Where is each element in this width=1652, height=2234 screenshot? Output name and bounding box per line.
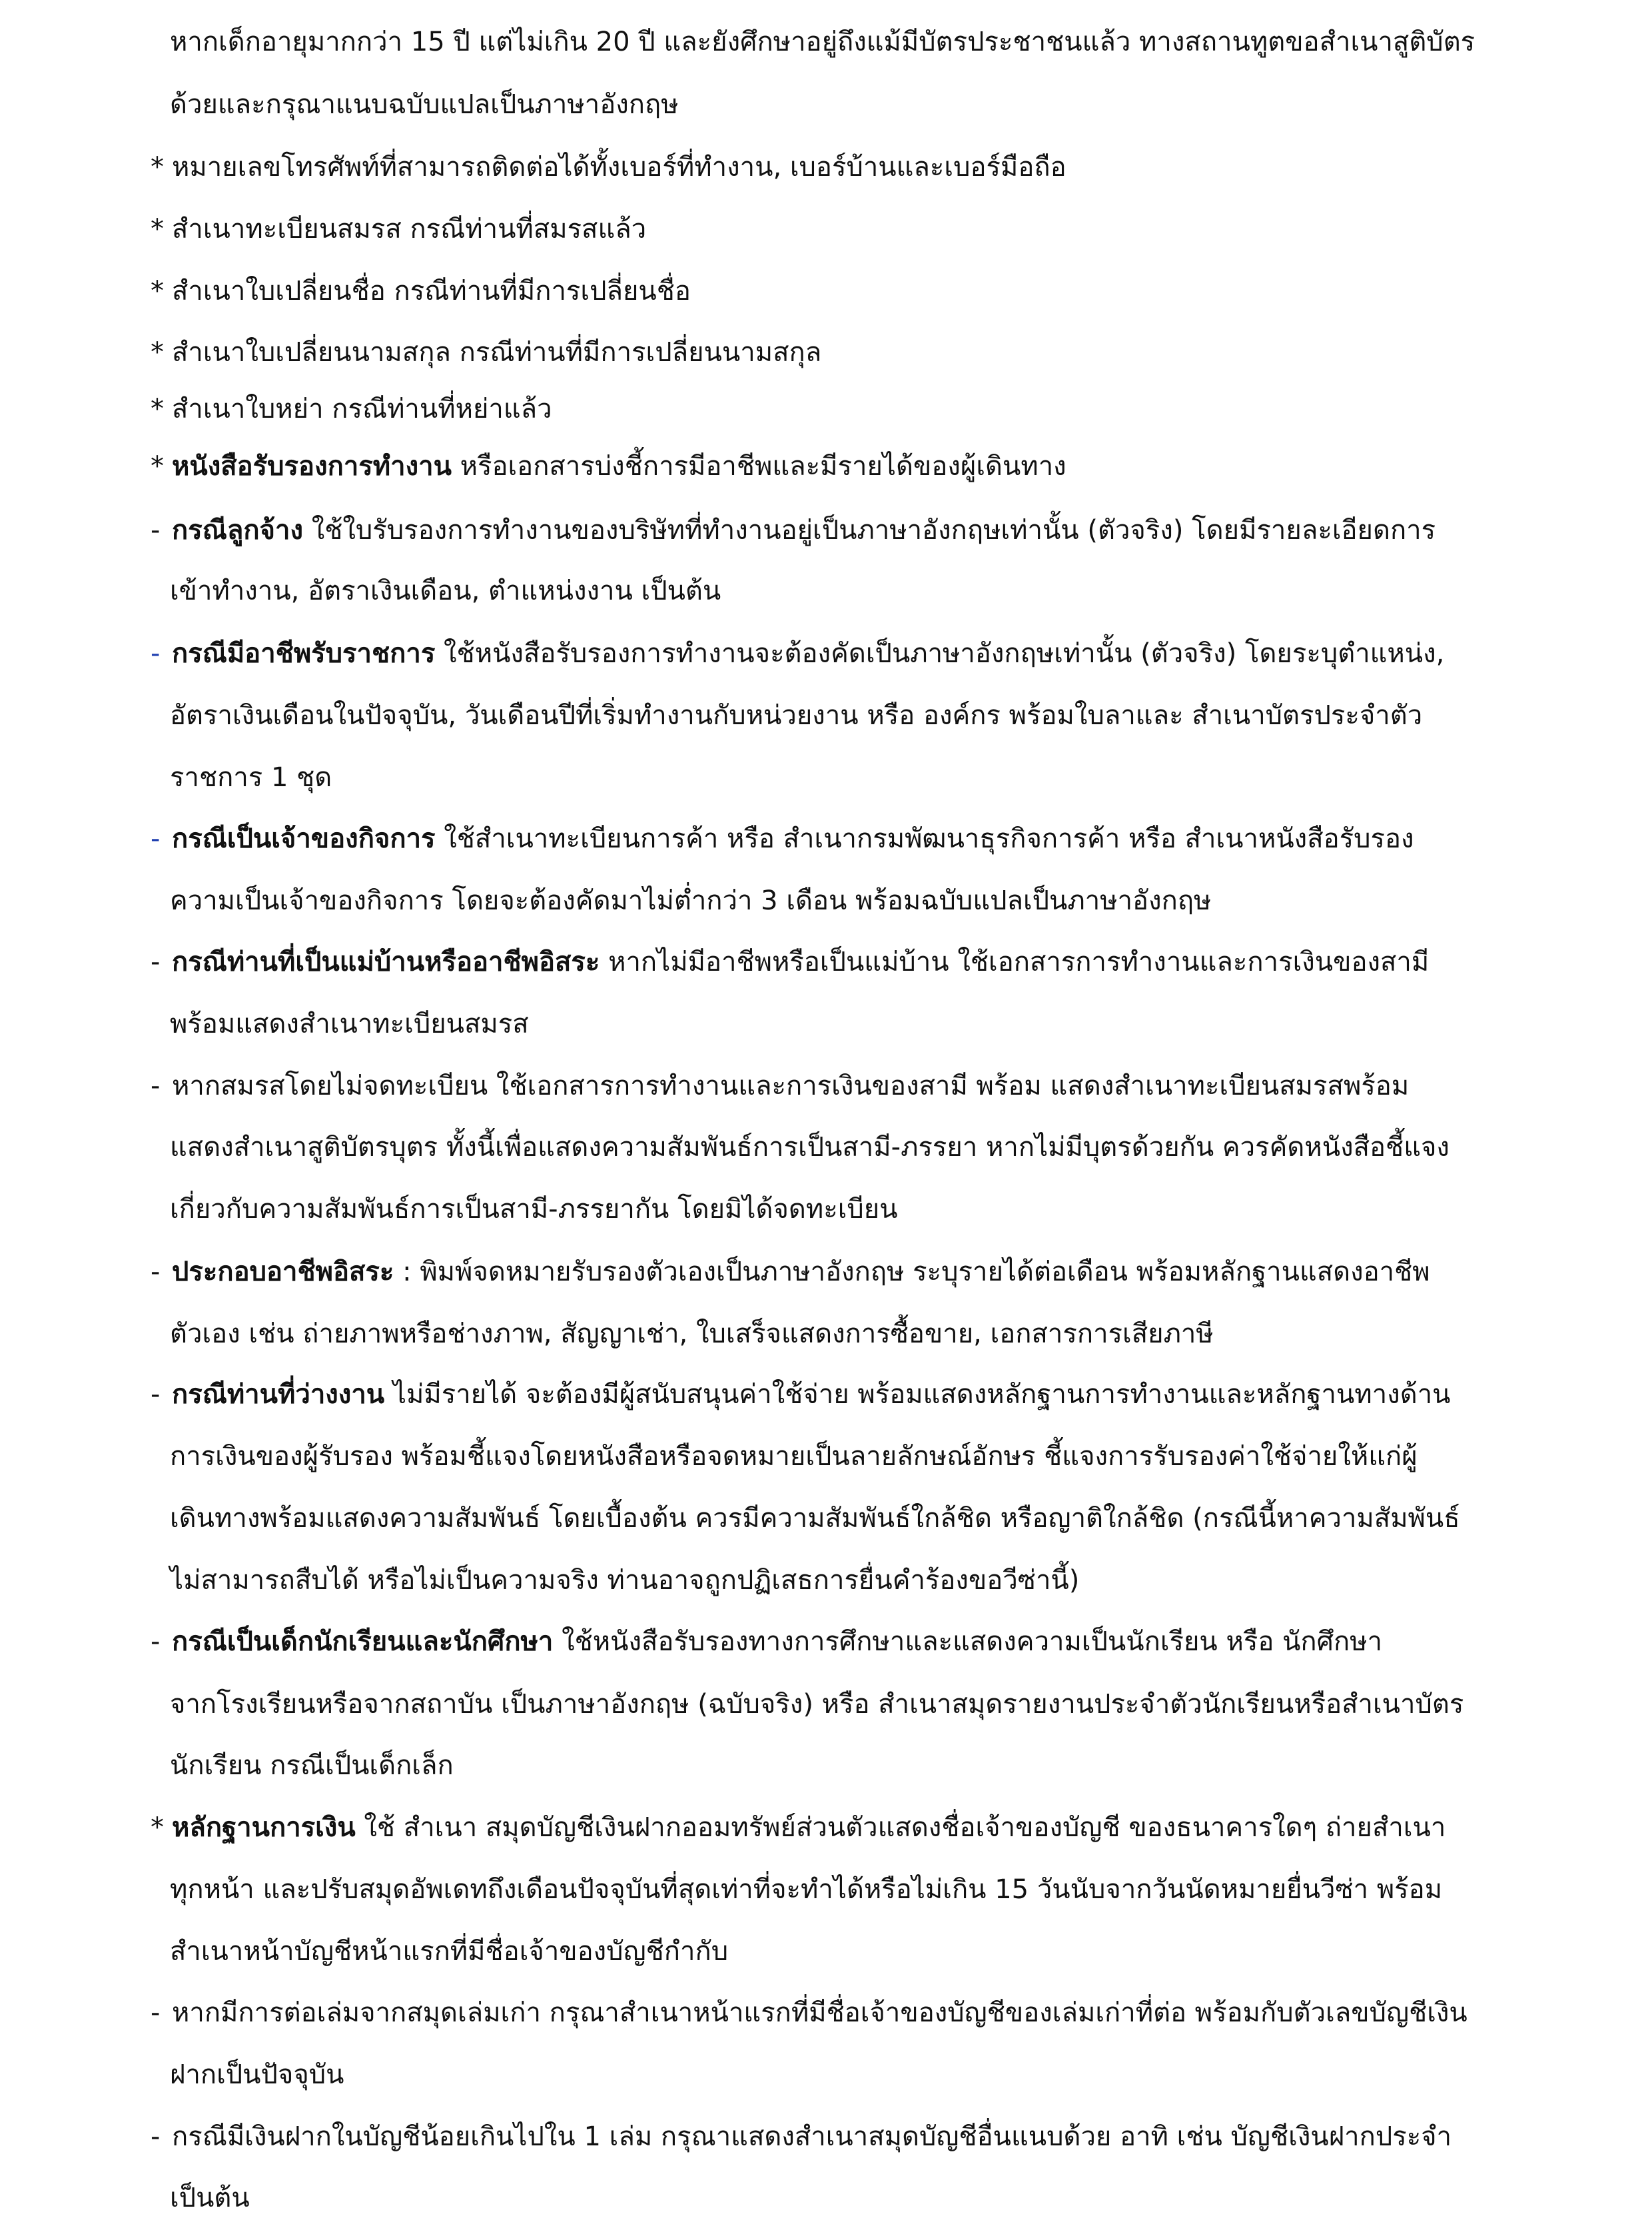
line-text: ฝากเป็นปัจจุบัน <box>170 2059 344 2090</box>
list-item <box>151 513 1436 548</box>
line-text: หมายเลขโทรศัพท์ที่สามารถติดต่อได้ทั้งเบอร์ที่ทำงาน, เบอร์บ้านและเบอร์มือถือ <box>172 152 1066 183</box>
text-line <box>170 574 721 608</box>
text-line <box>170 698 1422 733</box>
line-text: เข้าทำงาน, อัตราเงินเดือน, ตำแหน่งงาน เป็นต้น <box>170 576 721 606</box>
list-marker: - <box>151 1379 161 1410</box>
list-item <box>151 1810 1446 1845</box>
line-text: หากเด็กอายุมากกว่า 15 ปี แต่ไม่เกิน 20 ปี และยังศึกษาอยู่ถึงแม้มีบัตรประชาชนแล้ว ทางสถานทูตขอสำเนาสูติบัตร <box>170 27 1475 57</box>
text-line <box>170 1563 1079 1598</box>
list-marker: * <box>151 451 164 482</box>
list-item <box>151 392 552 426</box>
line-text: สำเนาทะเบียนสมรส กรณีท่านที่สมรสแล้ว <box>172 214 647 245</box>
line-text: จากโรงเรียนหรือจากสถาบัน เป็นภาษาอังกฤษ (ฉบับจริง) หรือ สำเนาสมุดรายงานประจำตัวนักเรียนหรือสำเนาบัตร <box>170 1689 1464 1720</box>
list-marker: * <box>151 1812 164 1843</box>
line-text: ใช้หนังสือรับรองการทำงานจะต้องคัดเป็นภาษาอังกฤษเท่านั้น (ตัวจริง) โดยระบุตำแหน่ง, <box>435 638 1445 669</box>
line-text: ใช้ สำเนา สมุดบัญชีเงินฝากออมทรัพย์ส่วนตัวแสดงชื่อเจ้าของบัญชี ของธนาคารใดๆ ถ่ายสำเนา <box>355 1812 1446 1843</box>
bold-heading: ประกอบอาชีพอิสระ <box>172 1257 394 1287</box>
line-text: ใช้สำเนาทะเบียนการค้า หรือ สำเนากรมพัฒนาธุรกิจการค้า หรือ สำเนาหนังสือรับรอง <box>435 824 1414 854</box>
text-line <box>170 25 1475 59</box>
line-text: แสดงสำเนาสูติบัตรบุตร ทั้งนี้เพื่อแสดงความสัมพันธ์การเป็นสามี-ภรรยา หากไม่มีบุตรด้วยกัน ควรคัดหนังสือชี้แจง <box>170 1132 1449 1163</box>
line-text: เดินทางพร้อมแสดงความสัมพันธ์ โดยเบื้องต้น ควรมีความสัมพันธ์ใกล้ชิด หรือญาติใกล้ชิด (กรณีนี้หาความสัมพันธ์ <box>170 1503 1460 1534</box>
line-text: หากสมรสโดยไม่จดทะเบียน ใช้เอกสารการทำงานและการเงินของสามี พร้อม แสดงสำเนาทะเบียนสมรสพร้อม <box>172 1071 1410 1101</box>
line-text: ราชการ 1 ชุด <box>170 762 332 793</box>
list-marker: * <box>151 214 164 245</box>
line-text: สำเนาใบเปลี่ยนชื่อ กรณีท่านที่มีการเปลี่ยนชื่อ <box>172 276 691 306</box>
bold-heading: กรณีเป็นเด็กนักเรียนและนักศึกษา <box>172 1626 554 1657</box>
line-text: หากไม่มีอาชีพหรือเป็นแม่บ้าน ใช้เอกสารการทำงานและการเงินของสามี <box>600 947 1430 977</box>
list-item <box>151 1995 1467 2030</box>
line-text: ด้วยและกรุณาแนบฉบับแปลเป็นภาษาอังกฤษ <box>170 89 679 120</box>
bold-heading: กรณีเป็นเจ้าของกิจการ <box>172 824 436 854</box>
list-item <box>151 1624 1382 1659</box>
bold-heading: หลักฐานการเงิน <box>172 1812 356 1843</box>
text-line <box>170 1934 728 1969</box>
line-text: ทุกหน้า และปรับสมุดอัพเดทถึงเดือนปัจจุบันที่สุดเท่าที่จะทำได้หรือไม่เกิน 15 วันนับจากวันนัดหมายยื่นวีซ่า พร้อม <box>170 1874 1443 1905</box>
list-item <box>151 150 1066 185</box>
list-item <box>151 636 1444 671</box>
list-marker: - <box>151 1626 161 1657</box>
text-line <box>170 1501 1460 1536</box>
list-marker: - <box>151 947 161 977</box>
line-text: สำเนาหน้าบัญชีหน้าแรกที่มีชื่อเจ้าของบัญชีกำกับ <box>170 1936 729 1967</box>
line-text: ใช้หนังสือรับรองทางการศึกษาและแสดงความเป็นนักเรียน หรือ นักศึกษา <box>553 1626 1383 1657</box>
bold-heading: กรณีท่านที่เป็นแม่บ้านหรืออาชีพอิสระ <box>172 947 600 977</box>
line-text: นักเรียน กรณีเป็นเด็กเล็ก <box>170 1750 454 1781</box>
list-item <box>151 1255 1430 1289</box>
text-line <box>170 1007 529 1041</box>
list-item <box>151 822 1414 856</box>
text-line <box>170 1687 1463 1722</box>
list-marker: - <box>151 1997 161 2028</box>
text-line <box>170 1192 898 1227</box>
line-text: หากมีการต่อเล่มจากสมุดเล่มเก่า กรุณาสำเนาหน้าแรกที่มีชื่อเจ้าของบัญชีของเล่มเก่าที่ต่อ พร้อมกับตัวเลขบัญชีเงิน <box>172 1997 1467 2028</box>
text-line <box>170 1130 1449 1165</box>
list-marker: * <box>151 394 164 424</box>
line-text: ตัวเอง เช่น ถ่ายภาพหรือช่างภาพ, สัญญาเช่า, ใบเสร็จแสดงการซื้อขาย, เอกสารการเสียภาษี <box>170 1319 1214 1349</box>
line-text: ใช้ใบรับรองการทำงานของบริษัทที่ทำงานอยู่เป็นภาษาอังกฤษเท่านั้น (ตัวจริง) โดยมีรายละเอียดการ <box>302 515 1436 546</box>
line-text: สำเนาใบเปลี่ยนนามสกุล กรณีท่านที่มีการเปลี่ยนนามสกุล <box>172 337 822 368</box>
list-marker: - <box>151 1257 161 1287</box>
list-marker: * <box>151 337 164 368</box>
text-line <box>170 760 332 795</box>
bold-heading: กรณีลูกจ้าง <box>172 515 303 546</box>
text-line <box>170 1317 1214 1351</box>
list-item <box>151 1377 1451 1412</box>
line-text: พร้อมแสดงสำเนาทะเบียนสมรส <box>170 1009 529 1039</box>
text-line <box>170 883 1211 918</box>
list-item <box>151 945 1429 979</box>
line-text: สำเนาใบหย่า กรณีท่านที่หย่าแล้ว <box>172 394 552 424</box>
line-text: : พิมพ์จดหมายรับรองตัวเองเป็นภาษาอังกฤษ ระบุรายได้ต่อเดือน พร้อมหลักฐานแสดงอาชีพ <box>394 1257 1430 1287</box>
list-item <box>151 1069 1409 1103</box>
line-text: กรณีมีเงินฝากในบัญชีน้อยเกินไปใน 1 เล่ม กรุณาแสดงสำเนาสมุดบัญชีอื่นแนบด้วย อาทิ เช่น บัญชีเงินฝากประจำ <box>172 2121 1452 2152</box>
bold-heading: หนังสือรับรองการทำงาน <box>172 451 452 482</box>
list-item <box>151 335 821 370</box>
line-text: ไม่สามารถสืบได้ หรือไม่เป็นความจริง ท่านอาจถูกปฏิเสธการยื่นคำร้องขอวีซ่านี้) <box>170 1565 1080 1596</box>
line-text: ไม่มีรายได้ จะต้องมีผู้สนับสนุนค่าใช้จ่าย พร้อมแสดงหลักฐานการทำงานและหลักฐานทางด้าน <box>384 1379 1451 1410</box>
list-marker: - <box>151 515 161 546</box>
line-text: เป็นต้น <box>170 2183 250 2213</box>
list-item <box>151 2119 1451 2154</box>
bold-heading: กรณีมีอาชีพรับราชการ <box>172 638 436 669</box>
bold-heading: กรณีท่านที่ว่างงาน <box>172 1379 385 1410</box>
text-line <box>170 1748 454 1783</box>
list-marker: - <box>151 824 161 854</box>
text-line <box>170 2181 250 2215</box>
list-marker: - <box>151 1071 161 1101</box>
line-text: การเงินของผู้รับรอง พร้อมชี้แจงโดยหนังสือหรือจดหมายเป็นลายลักษณ์อักษร ชี้แจงการรับรองค่าใช้จ่ายให้แก่ผู้ <box>170 1441 1418 1472</box>
line-text: ความเป็นเจ้าของกิจการ โดยจะต้องคัดมาไม่ต่ำกว่า 3 เดือน พร้อมฉบับแปลเป็นภาษาอังกฤษ <box>170 885 1212 916</box>
list-marker: - <box>151 2121 161 2152</box>
line-text: เกี่ยวกับความสัมพันธ์การเป็นสามี-ภรรยากัน โดยมิได้จดทะเบียน <box>170 1194 898 1225</box>
text-line <box>170 87 679 122</box>
text-line <box>170 1872 1442 1907</box>
text-line <box>170 1439 1418 1474</box>
text-line <box>170 2057 344 2092</box>
list-item <box>151 212 646 247</box>
list-marker: - <box>151 638 161 669</box>
list-marker: * <box>151 276 164 306</box>
list-marker: * <box>151 152 164 183</box>
list-item <box>151 449 1066 484</box>
list-item <box>151 274 691 308</box>
line-text: หรือเอกสารบ่งชี้การมีอาชีพและมีรายได้ของผู้เดินทาง <box>451 451 1066 482</box>
line-text: อัตราเงินเดือนในปัจจุบัน, วันเดือนปีที่เริ่มทำงานกับหน่วยงาน หรือ องค์กร พร้อมใบลาและ สำเนาบัตรประจำตัว <box>170 700 1423 731</box>
